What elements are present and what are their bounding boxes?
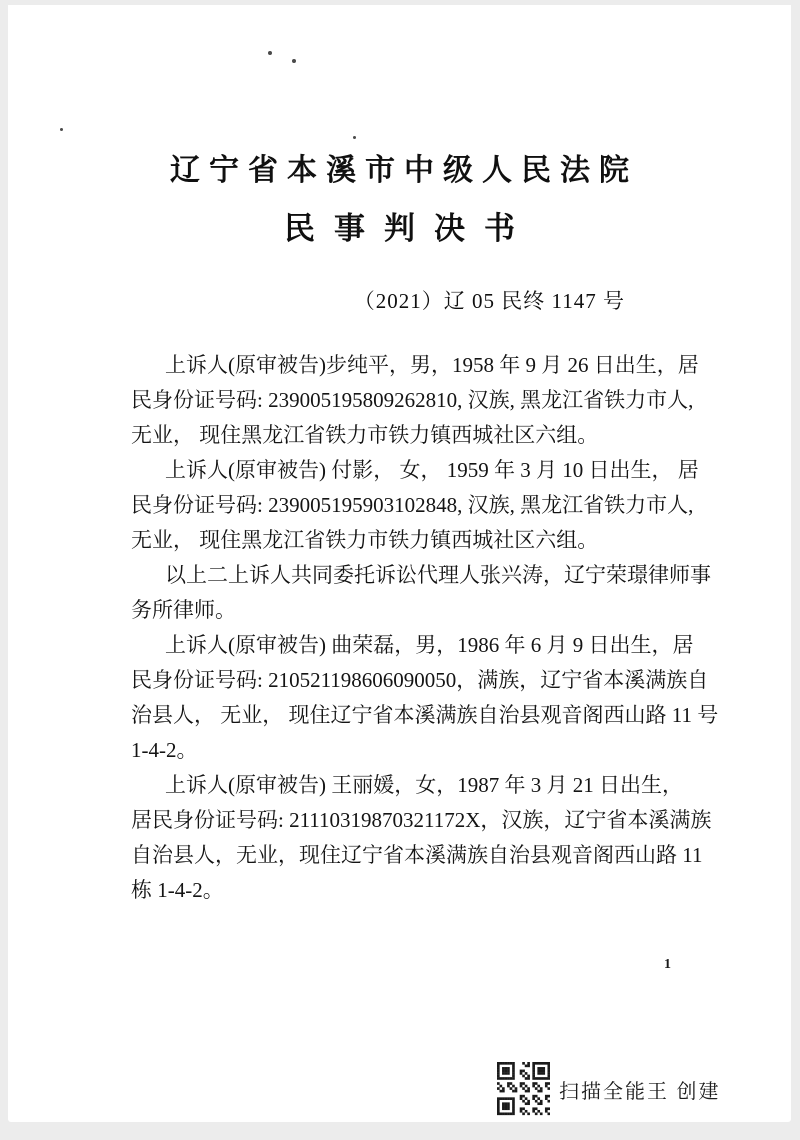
body-line: 民身份证号码: 239005195903102848, 汉族, 黑龙江省铁力市人, xyxy=(131,493,694,517)
scan-speck xyxy=(353,136,356,139)
body-line: 栋 1-4-2。 xyxy=(131,878,224,902)
body-line: 无业， 现住黑龙江省铁力市铁力镇西城社区六组。 xyxy=(131,423,599,447)
body-line: 上诉人(原审被告) 付影， 女， 1959 年 3 月 10 日出生， 居 xyxy=(165,458,699,482)
scan-speck xyxy=(268,51,272,55)
body-line: 上诉人(原审被告) 王丽媛，女，1987 年 3 月 21 日出生， xyxy=(165,773,683,797)
body-line: 民身份证号码: 210521198606090050，满族，辽宁省本溪满族自 xyxy=(131,668,709,692)
scan-speck xyxy=(292,59,296,63)
scanner-app-label: 扫描全能王 创建 xyxy=(559,1081,721,1103)
body-line: 民身份证号码: 239005195809262810, 汉族, 黑龙江省铁力市人, xyxy=(131,388,694,412)
body-line: 居民身份证号码: 21110319870321172X，汉族，辽宁省本溪满族 xyxy=(131,808,712,832)
body-line: 上诉人(原审被告) 曲荣磊，男，1986 年 6 月 9 日出生，居 xyxy=(165,633,694,657)
court-name-heading: 辽宁省本溪市中级人民法院 xyxy=(170,154,638,187)
scan-speck xyxy=(60,128,63,131)
body-line: 自治县人，无业，现住辽宁省本溪满族自治县观音阁西山路 11 xyxy=(131,843,703,867)
body-line: 治县人， 无业， 现住辽宁省本溪满族自治县观音阁西山路 11 号 xyxy=(131,703,719,727)
body-line: 1-4-2。 xyxy=(131,738,198,762)
body-line: 以上二上诉人共同委托诉讼代理人张兴涛，辽宁荣璟律师事 xyxy=(165,563,711,587)
case-number: （2021）辽 05 民终 1147 号 xyxy=(353,289,625,313)
body-line: 无业， 现住黑龙江省铁力市铁力镇西城社区六组。 xyxy=(131,528,599,552)
body-line: 务所律师。 xyxy=(131,598,236,622)
document-type-heading: 民事判决书 xyxy=(284,211,534,246)
judgment-body-text xyxy=(131,348,719,908)
body-line: 上诉人(原审被告)步纯平，男，1958 年 9 月 26 日出生，居 xyxy=(165,353,699,377)
scanned-document-page xyxy=(8,5,791,1122)
page-number: 1 xyxy=(664,957,671,972)
qr-code-icon xyxy=(497,1061,550,1116)
